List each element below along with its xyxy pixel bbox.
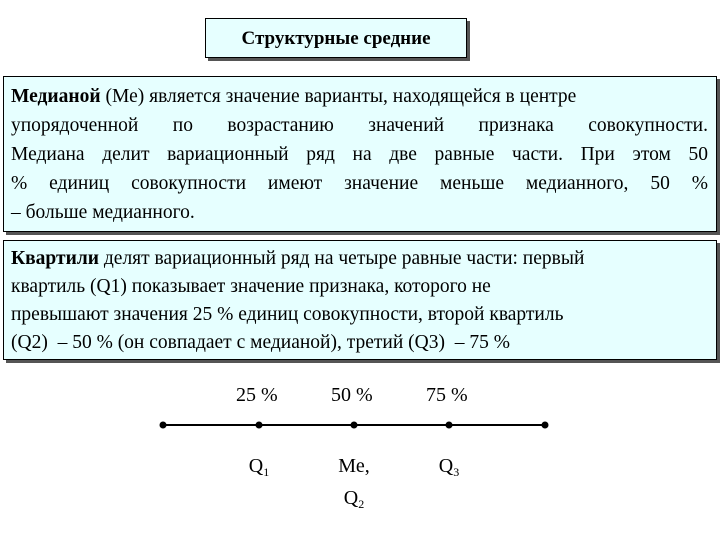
median-point xyxy=(351,422,358,429)
median-line-5: – больше медианного. xyxy=(11,202,195,223)
me-q2-label: Ме, $Q_2$ xyxy=(338,455,370,511)
median-term: Медианой xyxy=(11,86,101,107)
quartile-line-1: Квартили делят вариационный ряд на четыре равные части: первый xyxy=(11,248,585,269)
median-line-3: Медиана делит вариационный ряд на две равные части. При этом 50 xyxy=(11,144,708,165)
label-25-percent: 25 % xyxy=(236,384,278,406)
median-line-4: % единиц совокупности имеют значение меньше медианного, 50 % xyxy=(11,173,708,194)
scale-end-point xyxy=(542,422,549,429)
median-line-1: Медианой (Ме) является значение варианты, находящейся в центре xyxy=(11,86,577,107)
q3-label: $Q_3$ xyxy=(438,455,460,479)
label-75-percent: 75 % xyxy=(426,384,468,406)
q3-point xyxy=(446,422,453,429)
slide-title: Структурные средние xyxy=(205,18,467,58)
q1-label: $Q_1$ xyxy=(248,455,270,479)
median-line-2: упорядоченной по возрастанию значений признака совокупности. xyxy=(11,115,708,136)
label-50-percent: 50 % xyxy=(331,384,373,406)
quartile-line-3: превышают значения 25 % единиц совокупности, второй квартиль xyxy=(11,304,564,325)
quartile-line-4: (Q2) – 50 % (он совпадает с медианой), третий (Q3) – 75 % xyxy=(11,332,510,353)
q1-point xyxy=(256,422,263,429)
scale-start-point xyxy=(160,422,167,429)
quartile-term: Квартили xyxy=(11,248,99,269)
quartile-line-2: квартиль (Q1) показывает значение признака, которого не xyxy=(11,276,491,297)
